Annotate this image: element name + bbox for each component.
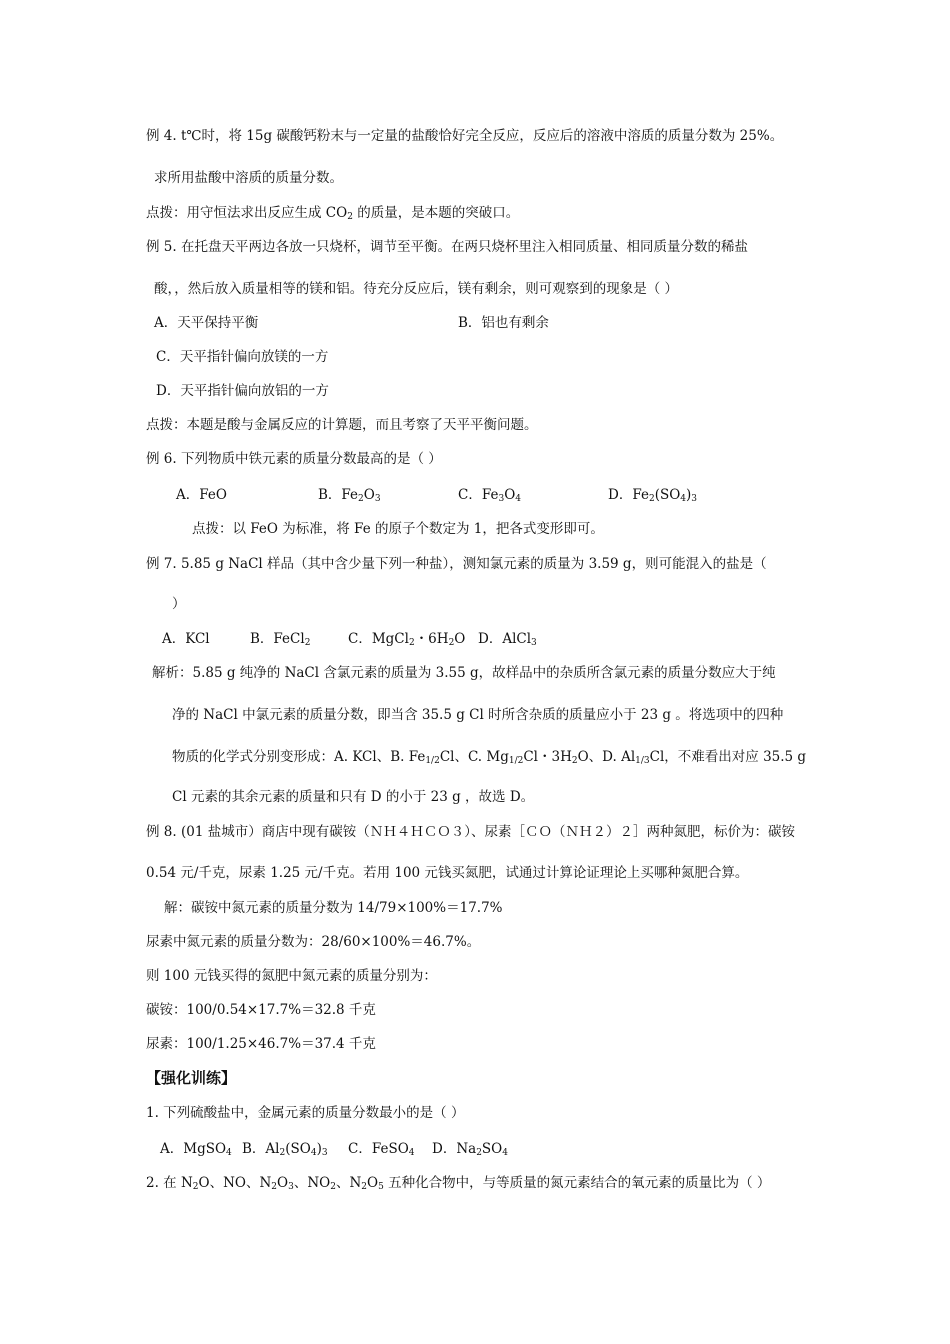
example-6-hint: 点拨：以 FeO 为标准，将 Fe 的原子个数定为 1，把各式变形即可。 <box>192 521 604 537</box>
example-7-analysis-line-2: 净的 NaCl 中氯元素的质量分数，即当含 35.5 g Cl 时所含杂质的质量应小于 23 g 。将选项中的四种 <box>172 707 784 723</box>
example-8-line-2: 0.54 元/千克，尿素 1.25 元/千克。若用 100 元钱买氮肥，试通过计算论证理论上买哪种氮肥合算。 <box>146 865 749 881</box>
example-4-line-1: 例 4. t℃时，将 15g 碳酸钙粉末与一定量的盐酸恰好完全反应，反应后的溶液中溶质的质量分数为 25%。 <box>146 128 784 144</box>
question-2: 2. 在 $N_2O$、NO、$N_2O_3$、$NO_2$、$N_2O_5$ 五种化合物中，与等质量的氮元素结合的氧元素的质量比为（ ） <box>146 1175 771 1192</box>
question-1-option-b: B．$Al_2(SO_4)_3$ <box>242 1141 328 1158</box>
example-7-option-a: A．KCl <box>162 631 210 647</box>
example-6-question: 例 6. 下列物质中铁元素的质量分数最高的是（ ） <box>146 451 442 467</box>
example-7-option-d: D．AlCl$_3$ <box>478 631 537 648</box>
example-5-option-b: B．铝也有剩余 <box>458 315 549 331</box>
example-8-line-1: 例 8. (01 盐城市）商店中现有碳铵（ＮＨ４ＨＣＯ３）、尿素［ＣＯ（ＮＨ２）２］两种氮肥，标价为：碳铵 <box>146 824 795 840</box>
example-7-line-1: 例 7. 5.85 g NaCl 样品（其中含少量下列一种盐），测知氯元素的质量为 3.59 g，则可能混入的盐是（ <box>146 556 767 572</box>
section-heading: 【强化训练】 <box>146 1069 237 1087</box>
example-7-analysis-line-4: Cl 元素的其余元素的质量和只有 D 的小于 23 g ，故选 D。 <box>172 789 535 805</box>
example-5-option-d: D．天平指针偏向放铝的一方 <box>156 383 329 399</box>
example-5-line-2: 酸，，然后放入质量相等的镁和铝。待充分反应后，镁有剩余，则可观察到的现象是（ ） <box>154 281 679 297</box>
example-7-line-2: ） <box>172 596 186 612</box>
example-5-option-a: A．天平保持平衡 <box>154 315 259 331</box>
example-6-option-d: D．$Fe_2(SO_4)_3$ <box>608 487 698 504</box>
example-8-solution-2: 尿素中氮元素的质量分数为：28/60×100%＝46.7%。 <box>146 934 481 950</box>
example-7-option-c: C．MgCl$_2$・$6H_2O$ <box>348 631 466 648</box>
example-5-option-c: C．天平指针偏向放镁的一方 <box>156 349 329 365</box>
question-1: 1. 下列硫酸盐中，金属元素的质量分数最小的是（ ） <box>146 1105 465 1121</box>
question-1-option-a: A．MgSO$_4$ <box>160 1141 232 1158</box>
example-5-hint: 点拨：本题是酸与金属反应的计算题，而且考察了天平平衡问题。 <box>146 417 538 433</box>
example-4-hint: 点拨：用守恒法求出反应生成 $CO_2$ 的质量，是本题的突破口。 <box>146 205 520 222</box>
example-8-solution-1: 解：碳铵中氮元素的质量分数为 14/79×100%＝17.7% <box>164 900 503 916</box>
example-4-line-2: 求所用盐酸中溶质的质量分数。 <box>154 170 343 186</box>
example-6-option-c: C．$Fe_3O_4$ <box>458 487 521 504</box>
example-8-solution-4: 碳铵：100/0.54×17.7%＝32.8 千克 <box>146 1002 376 1018</box>
question-1-option-c: C．FeSO$_4$ <box>348 1141 415 1158</box>
example-5-line-1: 例 5. 在托盘天平两边各放一只烧杯，调节至平衡。在两只烧杯里注入相同质量、相同质量分数的稀盐 <box>146 239 748 255</box>
example-7-option-b: B．FeCl$_2$ <box>250 631 311 648</box>
example-7-analysis-line-3: 物质的化学式分别变形成：A. KCl、B. $Fe_{1/2}Cl$、C. $Mg_{1/2}Cl$・$3H_2O$、D. $Al_{1/3}Cl$，不难看出对应 35.5 g <box>172 749 807 766</box>
example-8-solution-5: 尿素：100/1.25×46.7%＝37.4 千克 <box>146 1036 376 1052</box>
question-1-option-d: D．$Na_2SO_4$ <box>432 1141 508 1158</box>
example-8-solution-3: 则 100 元钱买得的氮肥中氮元素的质量分别为： <box>146 968 437 984</box>
example-7-analysis-line-1: 解析：5.85 g 纯净的 NaCl 含氯元素的质量为 3.55 g，故样品中的杂质所含氯元素的质量分数应大于纯 <box>152 665 776 681</box>
example-6-option-a: A．FeO <box>176 487 227 503</box>
example-6-option-b: B．$Fe_2O_3$ <box>318 487 381 504</box>
